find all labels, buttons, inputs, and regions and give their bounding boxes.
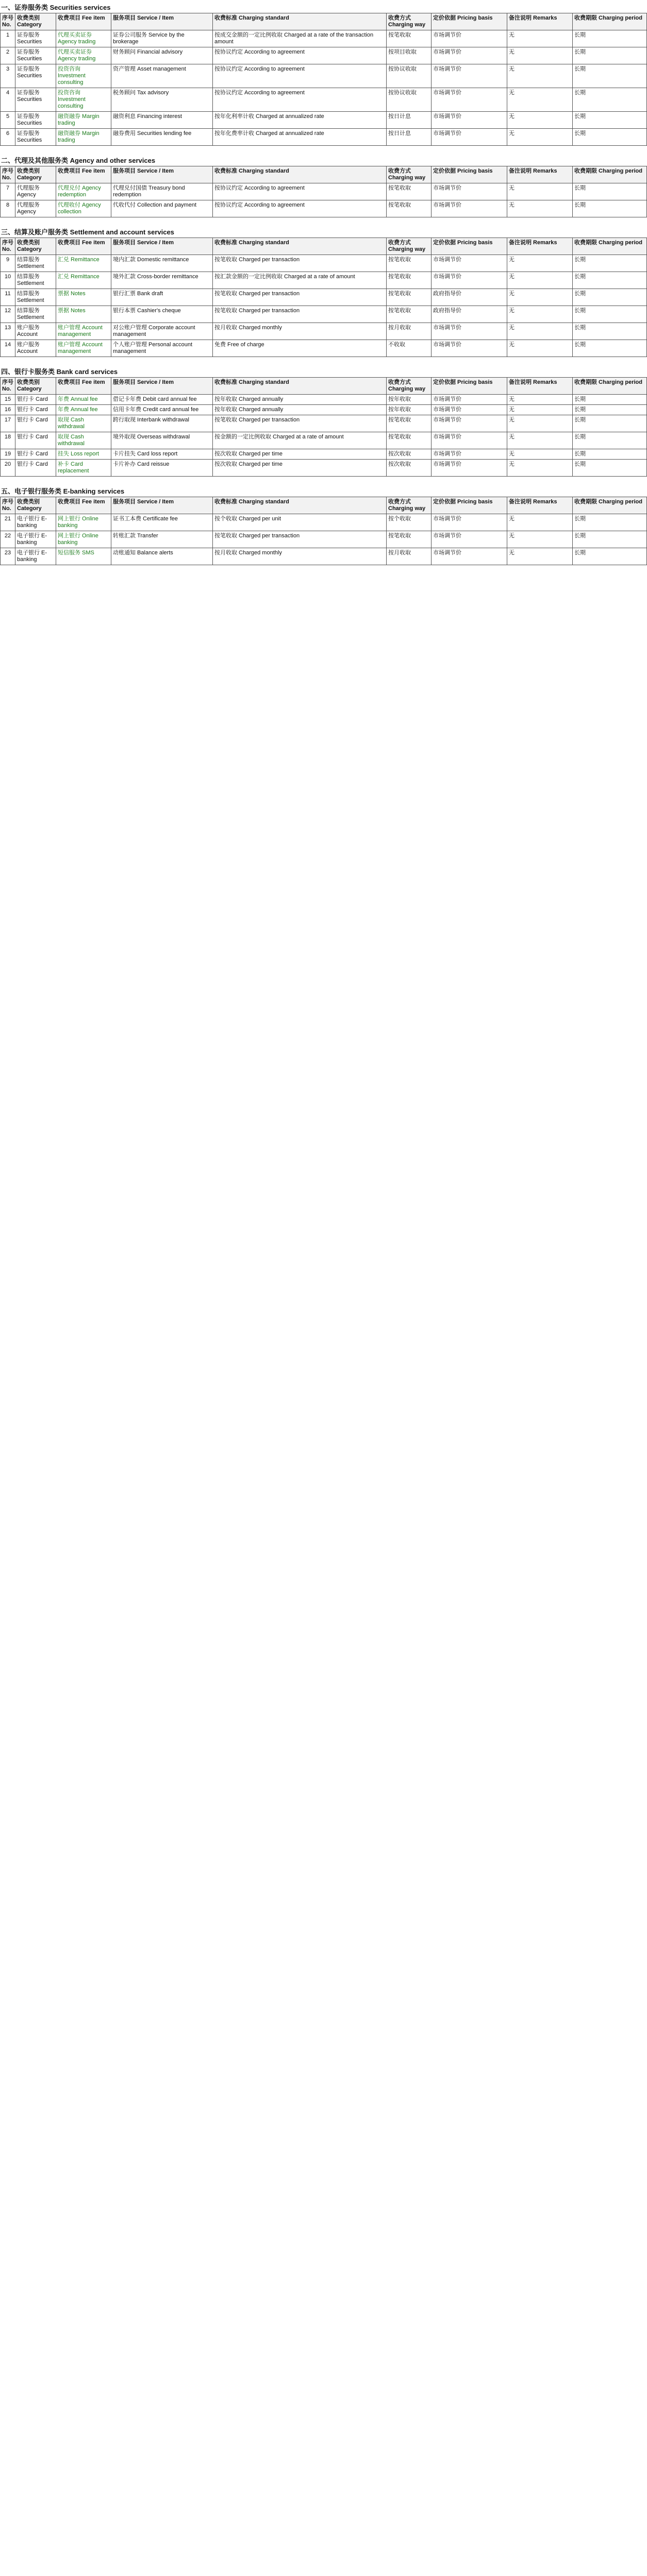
column-header: 序号 No. (1, 13, 15, 30)
cell-basis: 市场调节价 (432, 548, 507, 565)
cell-basis: 市场调节价 (432, 460, 507, 477)
cell-fee: 年费 Annual fee (56, 395, 111, 405)
section-title: 四、银行卡服务类 Bank card services (1, 368, 118, 376)
fee-table (0, 238, 647, 357)
table-row (1, 531, 647, 548)
cell-item: 融资利息 Financing interest (111, 112, 213, 129)
column-header: 服务项目 Service / Item (111, 166, 213, 183)
table-row (1, 30, 647, 47)
fee-table (0, 166, 647, 217)
column-header: 收费类别 Category (15, 166, 56, 183)
cell-period: 长期 (573, 289, 647, 306)
column-header: 序号 No. (1, 497, 15, 514)
cell-std: 按年收取 Charged annually (213, 395, 387, 405)
cell-item: 借记卡年费 Debit card annual fee (111, 395, 213, 405)
fee-table (0, 377, 647, 477)
table-row (1, 200, 647, 217)
column-header: 收费项目 Fee item (56, 497, 111, 514)
cell-item: 证券公司服务 Service by the brokerage (111, 30, 213, 47)
cell-std: 按成交金额的一定比例收取 Charged at a rate of the transaction amount (213, 30, 387, 47)
column-header: 序号 No. (1, 166, 15, 183)
cell-basis: 市场调节价 (432, 323, 507, 340)
table-header-row (1, 166, 647, 183)
column-header: 收费类别 Category (15, 13, 56, 30)
cell-period: 长期 (573, 395, 647, 405)
section-spacer (0, 565, 614, 572)
cell-cat: 账户服务 Account (15, 323, 56, 340)
cell-item: 动账通知 Balance alerts (111, 548, 213, 565)
cell-note: 无 (507, 340, 573, 357)
cell-basis: 市场调节价 (432, 531, 507, 548)
cell-period: 长期 (573, 460, 647, 477)
table-row (1, 129, 647, 146)
cell-cat: 银行卡 Card (15, 432, 56, 449)
cell-item: 境外取现 Overseas withdrawal (111, 432, 213, 449)
cell-fee: 网上银行 Online banking (56, 531, 111, 548)
cell-std: 按次收取 Charged per time (213, 460, 387, 477)
cell-period: 长期 (573, 340, 647, 357)
cell-item: 境内汇款 Domestic remittance (111, 255, 213, 272)
cell-std: 按年化费率计收 Charged at annualized rate (213, 129, 387, 146)
cell-item: 卡片挂失 Card loss report (111, 449, 213, 460)
cell-period: 长期 (573, 514, 647, 531)
cell-basis: 市场调节价 (432, 30, 507, 47)
cell-way: 按笔收取 (387, 306, 432, 323)
cell-basis: 市场调节价 (432, 88, 507, 112)
cell-basis: 市场调节价 (432, 405, 507, 415)
cell-period: 长期 (573, 183, 647, 200)
cell-fee: 取现 Cash withdrawal (56, 415, 111, 432)
column-header: 收费期限 Charging period (573, 238, 647, 255)
cell-way: 按笔收取 (387, 531, 432, 548)
cell-basis: 市场调节价 (432, 340, 507, 357)
cell-period: 长期 (573, 255, 647, 272)
table-row (1, 112, 647, 129)
cell-std: 按笔收取 Charged per transaction (213, 255, 387, 272)
column-header: 收费期限 Charging period (573, 497, 647, 514)
column-header: 定价依据 Pricing basis (432, 497, 507, 514)
section-spacer (0, 477, 614, 484)
cell-period: 长期 (573, 64, 647, 88)
column-header: 收费期限 Charging period (573, 166, 647, 183)
cell-fee: 代理兑付 Agency redemption (56, 183, 111, 200)
cell-basis: 市场调节价 (432, 415, 507, 432)
column-header: 收费项目 Fee item (56, 238, 111, 255)
cell-note: 无 (507, 460, 573, 477)
table-header-row (1, 238, 647, 255)
cell-std: 按年化利率计收 Charged at annualized rate (213, 112, 387, 129)
fee-schedule (0, 0, 642, 572)
cell-cat: 证券服务 Securities (15, 47, 56, 64)
cell-way: 按个收取 (387, 514, 432, 531)
cell-no: 8 (1, 200, 15, 217)
cell-no: 20 (1, 460, 15, 477)
cell-note: 无 (507, 415, 573, 432)
column-header: 收费项目 Fee item (56, 166, 111, 183)
cell-cat: 银行卡 Card (15, 405, 56, 415)
column-header: 备注说明 Remarks (507, 378, 573, 395)
cell-period: 长期 (573, 405, 647, 415)
cell-std: 按金额的一定比例收取 Charged at a rate of amount (213, 432, 387, 449)
cell-std: 按协议约定 According to agreement (213, 88, 387, 112)
column-header: 收费方式 Charging way (387, 497, 432, 514)
column-header: 备注说明 Remarks (507, 238, 573, 255)
column-header: 定价依据 Pricing basis (432, 166, 507, 183)
cell-fee: 融资融券 Margin trading (56, 112, 111, 129)
cell-period: 长期 (573, 112, 647, 129)
cell-basis: 市场调节价 (432, 449, 507, 460)
cell-item: 境外汇款 Cross-border remittance (111, 272, 213, 289)
table-header-row (1, 378, 647, 395)
cell-cat: 银行卡 Card (15, 395, 56, 405)
cell-item: 证书工本费 Certificate fee (111, 514, 213, 531)
table-header-row (1, 497, 647, 514)
column-header: 收费标准 Charging standard (213, 378, 387, 395)
cell-way: 按次收取 (387, 460, 432, 477)
cell-no: 11 (1, 289, 15, 306)
cell-way: 按笔收取 (387, 289, 432, 306)
column-header: 收费方式 Charging way (387, 13, 432, 30)
cell-period: 长期 (573, 30, 647, 47)
cell-note: 无 (507, 255, 573, 272)
cell-item: 资产管理 Asset management (111, 64, 213, 88)
table-row (1, 272, 647, 289)
cell-no: 14 (1, 340, 15, 357)
cell-std: 按个收取 Charged per unit (213, 514, 387, 531)
column-header: 收费类别 Category (15, 238, 56, 255)
cell-item: 卡片补办 Card reissue (111, 460, 213, 477)
cell-fee: 票据 Notes (56, 289, 111, 306)
cell-cat: 账户服务 Account (15, 340, 56, 357)
cell-std: 按月收取 Charged monthly (213, 548, 387, 565)
cell-way: 按笔收取 (387, 183, 432, 200)
column-header: 收费期限 Charging period (573, 378, 647, 395)
cell-way: 按年收取 (387, 395, 432, 405)
cell-period: 长期 (573, 200, 647, 217)
table-row (1, 395, 647, 405)
cell-fee: 融资融券 Margin trading (56, 129, 111, 146)
column-header: 收费项目 Fee item (56, 378, 111, 395)
column-header: 服务项目 Service / Item (111, 238, 213, 255)
cell-cat: 证券服务 Securities (15, 112, 56, 129)
cell-basis: 市场调节价 (432, 129, 507, 146)
cell-basis: 市场调节价 (432, 432, 507, 449)
table-row (1, 183, 647, 200)
cell-no: 1 (1, 30, 15, 47)
cell-no: 17 (1, 415, 15, 432)
cell-std: 按协议约定 According to agreement (213, 64, 387, 88)
cell-period: 长期 (573, 323, 647, 340)
cell-fee: 代理买卖证券 Agency trading (56, 30, 111, 47)
column-header: 收费标准 Charging standard (213, 238, 387, 255)
cell-fee: 账户管理 Account management (56, 323, 111, 340)
cell-fee: 短信服务 SMS (56, 548, 111, 565)
cell-fee: 网上银行 Online banking (56, 514, 111, 531)
table-row (1, 405, 647, 415)
cell-fee: 取现 Cash withdrawal (56, 432, 111, 449)
section-spacer (0, 357, 614, 364)
cell-note: 无 (507, 306, 573, 323)
column-header: 定价依据 Pricing basis (432, 378, 507, 395)
cell-no: 22 (1, 531, 15, 548)
cell-note: 无 (507, 432, 573, 449)
cell-way: 按月收取 (387, 548, 432, 565)
cell-cat: 结算服务 Settlement (15, 306, 56, 323)
cell-fee: 投资咨询 Investment consulting (56, 88, 111, 112)
cell-basis: 市场调节价 (432, 272, 507, 289)
cell-basis: 政府指导价 (432, 289, 507, 306)
cell-cat: 银行卡 Card (15, 449, 56, 460)
table-row (1, 432, 647, 449)
table-row (1, 64, 647, 88)
cell-way: 按次收取 (387, 449, 432, 460)
table-row (1, 306, 647, 323)
cell-cat: 证券服务 Securities (15, 30, 56, 47)
cell-basis: 市场调节价 (432, 395, 507, 405)
cell-std: 免费 Free of charge (213, 340, 387, 357)
column-header: 收费类别 Category (15, 497, 56, 514)
table-row (1, 460, 647, 477)
cell-item: 代理兑付国债 Treasury bond redemption (111, 183, 213, 200)
cell-note: 无 (507, 514, 573, 531)
cell-no: 7 (1, 183, 15, 200)
cell-period: 长期 (573, 548, 647, 565)
cell-item: 信用卡年费 Credit card annual fee (111, 405, 213, 415)
cell-no: 3 (1, 64, 15, 88)
cell-item: 税务顾问 Tax advisory (111, 88, 213, 112)
column-header: 定价依据 Pricing basis (432, 13, 507, 30)
cell-way: 按月收取 (387, 323, 432, 340)
cell-no: 12 (1, 306, 15, 323)
cell-no: 16 (1, 405, 15, 415)
cell-basis: 市场调节价 (432, 47, 507, 64)
cell-note: 无 (507, 548, 573, 565)
cell-way: 按协议收取 (387, 64, 432, 88)
table-row (1, 255, 647, 272)
cell-cat: 结算服务 Settlement (15, 272, 56, 289)
cell-no: 18 (1, 432, 15, 449)
cell-fee: 投资咨询 Investment consulting (56, 64, 111, 88)
cell-way: 按笔收取 (387, 272, 432, 289)
cell-note: 无 (507, 129, 573, 146)
cell-note: 无 (507, 112, 573, 129)
cell-fee: 补卡 Card replacement (56, 460, 111, 477)
section-title: 二、代理及其他服务类 Agency and other services (1, 157, 156, 164)
cell-period: 长期 (573, 129, 647, 146)
cell-fee: 代理收付 Agency collection (56, 200, 111, 217)
cell-note: 无 (507, 395, 573, 405)
cell-note: 无 (507, 200, 573, 217)
cell-item: 对公账户管理 Corporate account management (111, 323, 213, 340)
cell-period: 长期 (573, 432, 647, 449)
column-header: 服务项目 Service / Item (111, 378, 213, 395)
cell-period: 长期 (573, 449, 647, 460)
column-header: 备注说明 Remarks (507, 497, 573, 514)
column-header: 收费标准 Charging standard (213, 13, 387, 30)
cell-note: 无 (507, 289, 573, 306)
cell-note: 无 (507, 88, 573, 112)
table-row (1, 548, 647, 565)
column-header: 收费标准 Charging standard (213, 166, 387, 183)
cell-item: 银行汇票 Bank draft (111, 289, 213, 306)
column-header: 收费期限 Charging period (573, 13, 647, 30)
section-spacer (0, 217, 614, 225)
cell-std: 按协议约定 According to agreement (213, 47, 387, 64)
cell-std: 按协议约定 According to agreement (213, 200, 387, 217)
cell-fee: 年费 Annual fee (56, 405, 111, 415)
cell-std: 按笔收取 Charged per transaction (213, 531, 387, 548)
cell-way: 按协议收取 (387, 88, 432, 112)
table-row (1, 323, 647, 340)
cell-item: 跨行取现 Interbank withdrawal (111, 415, 213, 432)
cell-way: 按笔收取 (387, 255, 432, 272)
cell-basis: 市场调节价 (432, 183, 507, 200)
cell-note: 无 (507, 323, 573, 340)
cell-cat: 证券服务 Securities (15, 64, 56, 88)
cell-note: 无 (507, 30, 573, 47)
cell-way: 按项目收取 (387, 47, 432, 64)
cell-period: 长期 (573, 415, 647, 432)
cell-no: 4 (1, 88, 15, 112)
cell-no: 19 (1, 449, 15, 460)
cell-fee: 汇兑 Remittance (56, 255, 111, 272)
cell-no: 13 (1, 323, 15, 340)
cell-cat: 证券服务 Securities (15, 88, 56, 112)
column-header: 收费类别 Category (15, 378, 56, 395)
cell-period: 长期 (573, 306, 647, 323)
cell-basis: 政府指导价 (432, 306, 507, 323)
cell-note: 无 (507, 531, 573, 548)
cell-no: 6 (1, 129, 15, 146)
column-header: 序号 No. (1, 238, 15, 255)
cell-cat: 代理服务 Agency (15, 200, 56, 217)
cell-item: 个人账户管理 Personal account management (111, 340, 213, 357)
cell-way: 按笔收取 (387, 432, 432, 449)
cell-period: 长期 (573, 88, 647, 112)
section-title: 五、电子银行服务类 E-banking services (1, 487, 125, 495)
column-header: 备注说明 Remarks (507, 13, 573, 30)
column-header: 备注说明 Remarks (507, 166, 573, 183)
column-header: 序号 No. (1, 378, 15, 395)
cell-note: 无 (507, 183, 573, 200)
cell-note: 无 (507, 449, 573, 460)
cell-no: 10 (1, 272, 15, 289)
table-header-row (1, 13, 647, 30)
table-row (1, 289, 647, 306)
cell-item: 转账汇款 Transfer (111, 531, 213, 548)
cell-no: 15 (1, 395, 15, 405)
cell-item: 代收代付 Collection and payment (111, 200, 213, 217)
cell-cat: 银行卡 Card (15, 460, 56, 477)
column-header: 收费方式 Charging way (387, 238, 432, 255)
cell-std: 按笔收取 Charged per transaction (213, 289, 387, 306)
cell-cat: 电子银行 E-banking (15, 514, 56, 531)
cell-no: 9 (1, 255, 15, 272)
table-row (1, 514, 647, 531)
cell-item: 银行本票 Cashier's cheque (111, 306, 213, 323)
cell-item: 融券费用 Securities lending fee (111, 129, 213, 146)
cell-cat: 代理服务 Agency (15, 183, 56, 200)
cell-fee: 代理买卖证券 Agency trading (56, 47, 111, 64)
cell-fee: 票据 Notes (56, 306, 111, 323)
cell-std: 按笔收取 Charged per transaction (213, 415, 387, 432)
cell-cat: 银行卡 Card (15, 415, 56, 432)
fee-table (0, 497, 647, 565)
cell-period: 长期 (573, 47, 647, 64)
table-row (1, 415, 647, 432)
cell-note: 无 (507, 47, 573, 64)
column-header: 收费方式 Charging way (387, 378, 432, 395)
table-row (1, 449, 647, 460)
cell-way: 按日计息 (387, 112, 432, 129)
column-header: 收费标准 Charging standard (213, 497, 387, 514)
cell-item: 财务顾问 Financial advisory (111, 47, 213, 64)
column-header: 收费方式 Charging way (387, 166, 432, 183)
cell-basis: 市场调节价 (432, 200, 507, 217)
cell-way: 按日计息 (387, 129, 432, 146)
table-row (1, 88, 647, 112)
cell-way: 按笔收取 (387, 415, 432, 432)
cell-cat: 证券服务 Securities (15, 129, 56, 146)
section-title: 三、结算及账户服务类 Settlement and account services (1, 228, 174, 236)
cell-no: 2 (1, 47, 15, 64)
cell-way: 按笔收取 (387, 30, 432, 47)
cell-fee: 挂失 Loss report (56, 449, 111, 460)
section-spacer (0, 146, 614, 153)
cell-no: 5 (1, 112, 15, 129)
cell-note: 无 (507, 405, 573, 415)
cell-std: 按汇款金额的一定比例收取 Charged at a rate of amount (213, 272, 387, 289)
cell-basis: 市场调节价 (432, 255, 507, 272)
cell-cat: 结算服务 Settlement (15, 289, 56, 306)
cell-basis: 市场调节价 (432, 514, 507, 531)
cell-no: 23 (1, 548, 15, 565)
cell-std: 按协议约定 According to agreement (213, 183, 387, 200)
cell-period: 长期 (573, 531, 647, 548)
cell-way: 按笔收取 (387, 200, 432, 217)
cell-cat: 电子银行 E-banking (15, 548, 56, 565)
cell-basis: 市场调节价 (432, 64, 507, 88)
cell-cat: 结算服务 Settlement (15, 255, 56, 272)
cell-way: 按年收取 (387, 405, 432, 415)
cell-basis: 市场调节价 (432, 112, 507, 129)
table-row (1, 340, 647, 357)
cell-std: 按次收取 Charged per time (213, 449, 387, 460)
cell-std: 按月收取 Charged monthly (213, 323, 387, 340)
cell-cat: 电子银行 E-banking (15, 531, 56, 548)
section-title: 一、证券服务类 Securities services (1, 4, 111, 11)
cell-std: 按年收取 Charged annually (213, 405, 387, 415)
fee-table (0, 13, 647, 146)
cell-period: 长期 (573, 272, 647, 289)
cell-std: 按笔收取 Charged per transaction (213, 306, 387, 323)
cell-note: 无 (507, 64, 573, 88)
cell-way: 不收取 (387, 340, 432, 357)
column-header: 收费项目 Fee item (56, 13, 111, 30)
cell-fee: 账户管理 Account management (56, 340, 111, 357)
cell-note: 无 (507, 272, 573, 289)
column-header: 服务项目 Service / Item (111, 497, 213, 514)
table-row (1, 47, 647, 64)
column-header: 服务项目 Service / Item (111, 13, 213, 30)
column-header: 定价依据 Pricing basis (432, 238, 507, 255)
cell-fee: 汇兑 Remittance (56, 272, 111, 289)
cell-no: 21 (1, 514, 15, 531)
